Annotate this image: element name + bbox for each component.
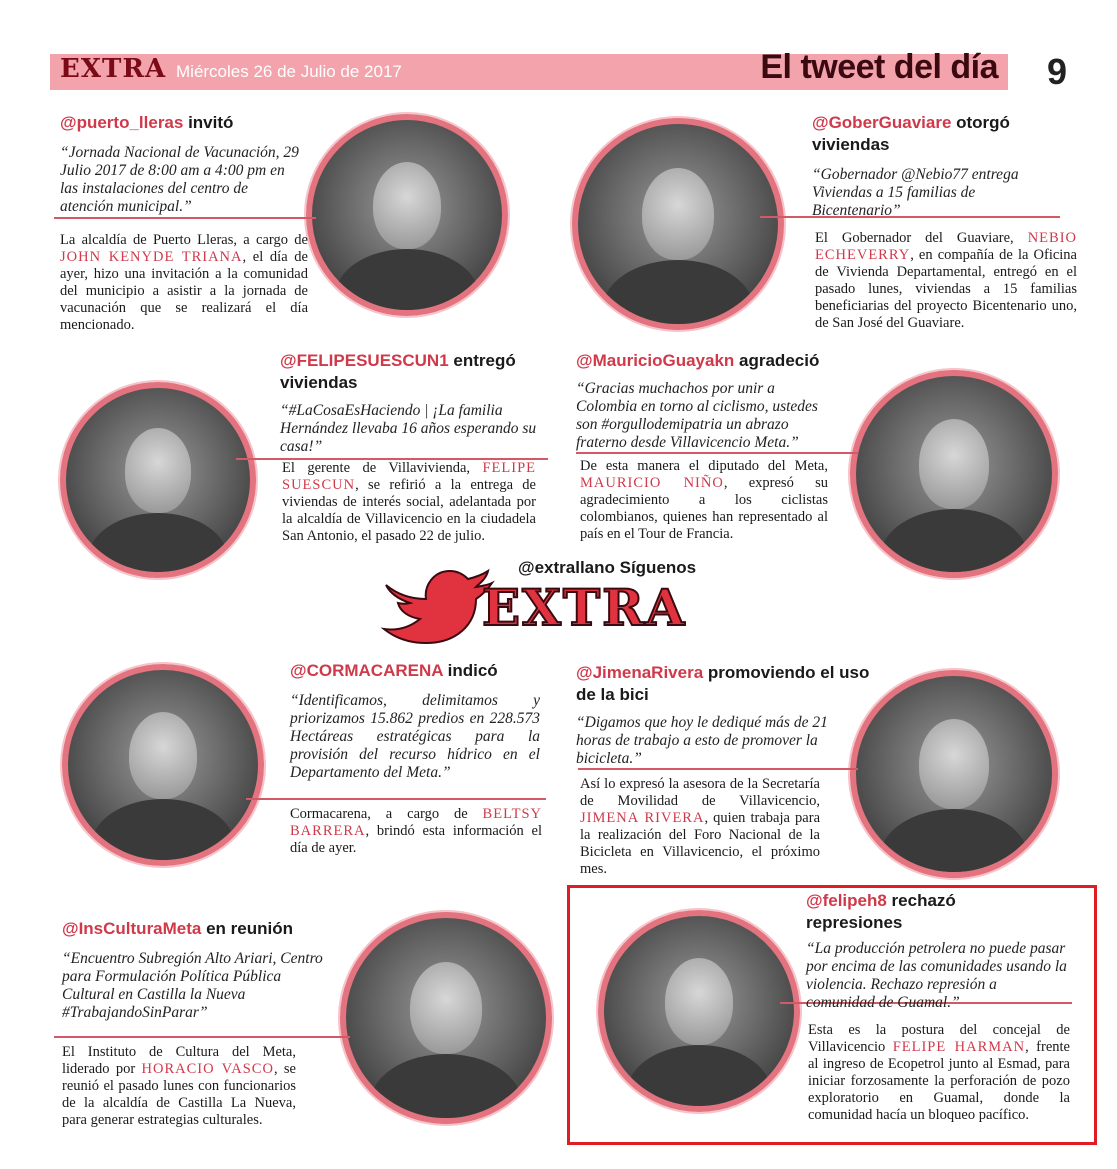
article-text-rest: , se reunió el pasado lunes con funcionarios de la alcaldía de Castilla La Nueva, para generar estrategias culturales. [62,1061,296,1128]
article-text-rest: , en compañía de la Oficina de Vivienda Departamental, entregó en el pasado lunes, viviendas a 15 familias beneficiarias del proyecto Bicentenario uno, de San José del Guaviare. [815,247,1077,331]
tweet-action: otorgó viviendas [812,113,1010,154]
twitter-handle[interactable]: @puerto_lleras [60,113,184,132]
article-text [60,232,308,334]
profile-photo [60,382,256,578]
divider-line [578,768,858,770]
tweet-action: rechazó represiones [806,891,956,932]
page-header [50,48,1102,96]
tweet-action: invitó [183,113,234,132]
tweet-card [812,112,1072,220]
article-text-intro: Así lo expresó la asesora de la Secretaría de Movilidad de Villavicencio, [580,776,820,809]
profile-photo [62,664,264,866]
article-text-rest: , quien trabaja para la realización del Foro Nacional de la Bicicleta en Villavicencio, el próximo mes. [580,810,821,877]
person-name: JOHN KENYDE TRIANA [60,249,243,265]
tweet-heading [812,112,1072,156]
article-text [815,230,1077,332]
twitter-handle[interactable]: @JimenaRivera [576,663,704,682]
tweet-card [280,350,550,456]
divider-line [246,798,546,800]
issue-date: Miércoles 26 de Julio de 2017 [176,62,402,81]
profile-photo [306,114,508,316]
tweet-card [290,660,546,782]
follow-us-text[interactable]: @extrallano Síguenos [518,558,697,577]
divider-line [54,217,316,219]
person-name: FELIPE SUESCUN [282,460,536,493]
divider-line [54,1036,350,1038]
profile-photo [572,118,784,330]
article-text [808,1022,1070,1124]
divider-line [576,452,858,454]
twitter-handle[interactable]: @GoberGuaviare [812,113,952,132]
page-number: 9 [1046,51,1068,92]
tweet-heading [62,918,382,940]
article-text [580,776,820,878]
tweet-action: en reunión [201,919,293,938]
person-name: FELIPE HARMAN [892,1039,1026,1055]
twitter-handle[interactable]: @CORMACARENA [290,661,443,680]
tweet-heading [576,662,872,706]
twitter-handle[interactable]: @MauricioGuayakn [576,351,735,370]
profile-photo [598,910,800,1112]
person-name: NEBIO ECHEVERRY [815,230,1077,263]
tweet-action: indicó [442,661,498,680]
person-name: BELTSY BARRERA [290,806,542,839]
tweet-card [60,112,310,216]
tweet-card [806,890,1076,1012]
tweet-heading [60,112,310,134]
section-title: El tweet del día [760,48,998,86]
tweet-quote: “Gracias muchachos por unir a Colombia en torno al ciclismo, ustedes son #orgullodemipatria un abrazo fraterno desde Villavicencio Meta.” [576,380,818,451]
twitter-handle[interactable]: @InsCulturaMeta [62,919,202,938]
article-text-intro: Cormacarena, a cargo de [290,806,483,822]
article-text-rest: , el día de ayer, hizo una invitación a la comunidad del municipio a asistir a la jornada de vacunación que se realizará el día mencionado. [60,249,308,333]
tweet-card [576,350,876,452]
person-name: HORACIO VASCO [141,1061,274,1077]
article-text-rest: , brindó esta información el día de ayer. [290,823,542,856]
article-text-intro: De esta manera el diputado del Meta, [580,458,828,474]
twitter-handle[interactable]: @felipeh8 [806,891,887,910]
profile-photo [340,912,552,1124]
article-text-intro: La alcaldía de Puerto Lleras, a cargo de [60,232,308,248]
tweet-card [62,918,342,1022]
profile-photo [850,670,1058,878]
article-text [282,460,536,545]
person-name: JIMENA RIVERA [580,810,705,826]
article-text-intro: Esta es la postura del concejal de Villavicencio [808,1022,1070,1055]
article-text-intro: El gerente de Villavivienda, [282,460,483,476]
tweet-quote: “#LaCosaEsHaciendo | ¡La familia Hernández llevaba 16 años esperando su casa!” [280,402,537,455]
article-text-rest: , se refirió a la entrega de viviendas de interés social, adelantada por la alcaldía de Villavicencio en la ciudadela San Antonio, el pasado 22 de julio. [282,477,536,544]
article-text-intro: El Instituto de Cultura del Meta, liderado por [62,1044,296,1077]
newspaper-logo: EXTRA [60,54,167,84]
tweet-heading [280,350,550,394]
article-text [62,1044,296,1129]
tweet-heading [290,660,546,682]
article-text [290,806,542,857]
person-name: MAURICIO NIÑO [580,475,724,491]
tweet-action: agradeció [734,351,820,370]
tweet-heading [806,890,1026,934]
tweet-quote: “Identificamos, delimitamos y priorizamos 15.862 predios en 228.573 Hectáreas estratégicas para la provisión del recurso hídrico en el Departamento del Meta.” [290,692,540,781]
tweet-quote: “La producción petrolera no puede pasar por encima de las comunidades usando la violencia. Rechazo represión a comunidad de Guamal.” [806,940,1067,1011]
tweet-action: entregó viviendas [280,351,516,392]
tweet-quote: “Encuentro Subregión Alto Ariari, Centro para Formulación Política Pública Cultural en Castilla la Nueva #TrabajandoSinParar” [62,950,323,1021]
extra-brand-logo: EXTRA [482,578,687,637]
article-text [580,458,828,543]
tweet-card [576,662,876,768]
tweet-quote: “Gobernador @Nebio77 entrega Viviendas a 15 familias de Bicentenario” [812,166,1019,219]
tweet-action: promoviendo el uso de la bici [576,663,870,704]
article-text-intro: El Gobernador del Guaviare, [815,230,1028,246]
twitter-handle[interactable]: @FELIPESUESCUN1 [280,351,449,370]
tweet-heading [576,350,876,372]
article-text-rest: , expresó su agradecimiento a los ciclistas colombianos, quienes han representado al país en el Tour de Francia. [580,475,828,542]
profile-photo [850,370,1058,578]
article-text-rest: , frente al ingreso de Ecopetrol junto al Esmad, para iniciar forzosamente la perforación de pozo exploratorio en Guamal, donde la comunidad hacía un bloqueo pacífico. [808,1039,1070,1123]
tweet-quote: “Jornada Nacional de Vacunación, 29 Julio 2017 de 8:00 am a 4:00 pm en las instalaciones del centro de atención municipal.” [60,144,299,215]
tweet-quote: “Digamos que hoy le dediqué más de 21 horas de trabajo a esto de promover la bicicleta.” [576,714,828,767]
